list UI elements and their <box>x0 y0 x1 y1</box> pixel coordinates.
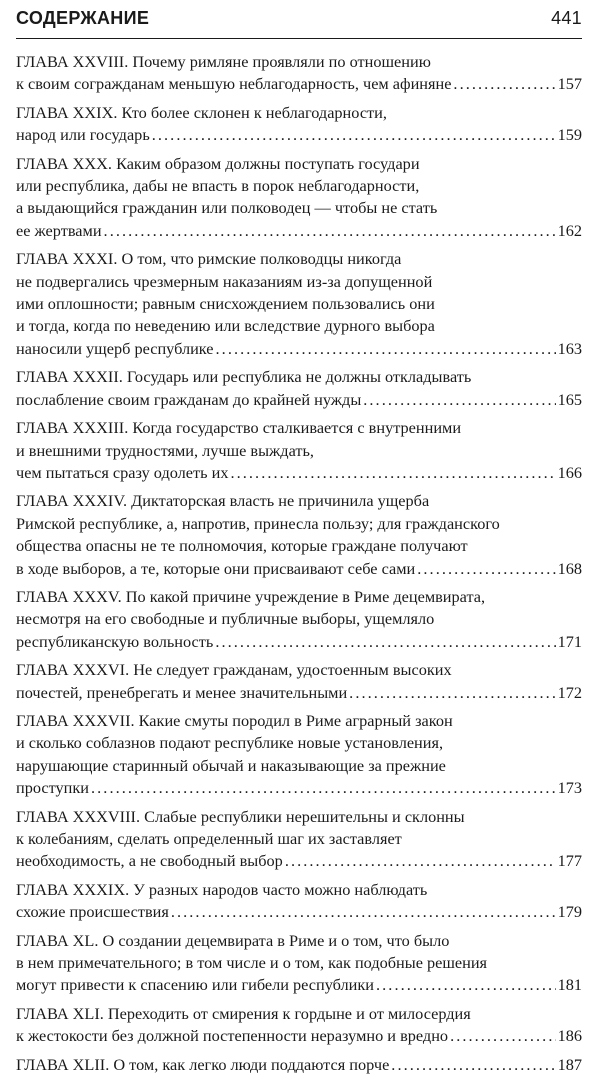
toc-page-number: 172 <box>557 682 582 702</box>
toc-entry-line: ГЛАВА XXXI. О том, что римские полководцы никогда <box>16 249 402 269</box>
toc-entry-line: ГЛАВА XLII. О том, как легко люди поддаются порче <box>16 1054 390 1074</box>
toc-entry-last-line <box>16 974 582 996</box>
toc-entry-last-line <box>16 631 582 653</box>
toc-entry-last-line <box>16 777 582 799</box>
toc-entry-line: ГЛАВА XXIX. Кто более склонен к неблагодарности, <box>16 102 387 122</box>
toc-entry <box>16 659 582 704</box>
toc-entry-line: народ или государь <box>16 125 150 145</box>
toc-entry <box>16 366 582 411</box>
toc-page-number: 165 <box>557 389 582 409</box>
toc-entry-line: почестей, пренебрегать и менее значительными <box>16 682 348 702</box>
toc-entry-line: и внешними трудностями, лучше выждать, <box>16 440 314 460</box>
toc-page-number: 186 <box>557 1026 582 1046</box>
toc-entry-line: ими оплошности; равным снисхождением пользовались они <box>16 294 435 314</box>
dot-leader <box>230 462 555 484</box>
toc-entry-line: несмотря на его свободные и публичные выборы, ущемляло <box>16 609 435 629</box>
toc-entry-line: ГЛАВА XXXII. Государь или республика не должны откладывать <box>16 367 472 387</box>
toc-entry-line: ГЛАВА XXXIV. Диктаторская власть не причинила ущерба <box>16 491 430 511</box>
toc-entry <box>16 102 582 147</box>
dot-leader <box>171 901 556 923</box>
toc-page-number: 187 <box>557 1054 582 1074</box>
toc-page-number: 181 <box>557 975 582 995</box>
toc-entry <box>16 879 582 924</box>
toc-entry-line: ГЛАВА XXXVIII. Слабые республики нерешительны и склонны <box>16 806 465 826</box>
toc-entry-line: ГЛАВА XL. О создании децемвирата в Риме и о том, что было <box>16 930 450 950</box>
toc-page-number: 177 <box>557 851 582 871</box>
toc-entry-line: послабление своим гражданам до крайней нужды <box>16 389 362 409</box>
toc-page-number: 179 <box>557 902 582 922</box>
toc-entry-last-line <box>16 850 582 872</box>
toc-entry-line: и тогда, когда по неведению или вследствие дурного выбора <box>16 316 435 336</box>
dot-leader <box>349 682 555 704</box>
toc-entry <box>16 1054 582 1076</box>
toc-page-number: 166 <box>557 462 582 482</box>
running-header <box>16 8 582 39</box>
toc-entry-line: ГЛАВА XXXIX. У разных народов часто можно наблюдать <box>16 879 428 899</box>
toc-entry-line: ГЛАВА XLI. Переходить от смирения к гордыне и от милосердия <box>16 1003 471 1023</box>
toc-entry-last-line <box>16 1054 582 1076</box>
toc-page-number: 159 <box>557 125 582 145</box>
toc-entry-line: ГЛАВА XXVIII. Почему римляне проявляли по отношению <box>16 52 431 71</box>
dot-leader <box>376 974 556 996</box>
toc-entry <box>16 248 582 360</box>
toc-entry-last-line <box>16 901 582 923</box>
toc-entry-line: необходимость, а не свободный выбор <box>16 851 283 871</box>
toc-entry <box>16 586 582 653</box>
toc-entry-last-line <box>16 389 582 411</box>
toc-entry-line: схожие происшествия <box>16 902 169 922</box>
toc-entry <box>16 930 582 997</box>
toc-entry-line: ГЛАВА XXXIII. Когда государство сталкивается с внутренними <box>16 418 462 438</box>
toc-entry-line: нарушающие старинный обычай и наказывающие за прежние <box>16 755 446 775</box>
toc-entry-last-line <box>16 124 582 146</box>
dot-leader <box>417 558 555 580</box>
toc-entry <box>16 51 582 96</box>
toc-entry-line: ГЛАВА XXXV. По какой причине учреждение в Риме децемвирата, <box>16 586 486 606</box>
toc-entry-last-line <box>16 682 582 704</box>
toc-page-number: 162 <box>557 220 582 240</box>
toc-page-number: 173 <box>557 778 582 798</box>
toc-entry-line: наносили ущерб республике <box>16 338 214 358</box>
dot-leader <box>363 389 555 411</box>
toc-entry-last-line <box>16 462 582 484</box>
toc-entry-line: Римской республике, а, напротив, принесла пользу; для гражданского <box>16 513 500 533</box>
toc-entry <box>16 806 582 873</box>
toc-entry-line: общества опасны не те полномочия, которые граждане получают <box>16 536 468 556</box>
toc-entry-line: ГЛАВА XXX. Каким образом должны поступать государи <box>16 153 420 173</box>
dot-leader <box>391 1054 555 1076</box>
dot-leader <box>104 220 556 242</box>
toc-entry-line: чем пытаться сразу одолеть их <box>16 462 229 482</box>
toc-entry-line: проступки <box>16 778 90 798</box>
dot-leader <box>215 631 555 653</box>
table-of-contents <box>16 51 582 1076</box>
toc-entry-line: ГЛАВА XXXVII. Какие смуты породил в Риме аграрный закон <box>16 710 453 730</box>
toc-entry <box>16 710 582 800</box>
toc-entry-last-line <box>16 1025 582 1047</box>
dot-leader <box>152 124 556 146</box>
dot-leader <box>285 850 556 872</box>
toc-page-number: 168 <box>557 558 582 578</box>
toc-page-number: 163 <box>557 338 582 358</box>
toc-entry-line: к своим согражданам меньшую неблагодарность, чем афиняне <box>16 74 452 94</box>
toc-entry-last-line <box>16 558 582 580</box>
toc-entry-line: а выдающийся гражданин или полководец — чтобы не стать <box>16 198 438 218</box>
toc-entry-line: ее жертвами <box>16 220 102 240</box>
toc-page-number: 171 <box>557 631 582 651</box>
toc-entry <box>16 153 582 243</box>
dot-leader <box>91 777 556 799</box>
toc-entry-last-line <box>16 73 582 95</box>
toc-entry-line: не подвергались чрезмерным наказаниям из-за допущенной <box>16 271 433 291</box>
toc-entry-line: к жестокости без должной постепенности неразумно и вредно <box>16 1026 449 1046</box>
toc-entry <box>16 1003 582 1048</box>
dot-leader <box>450 1025 556 1047</box>
toc-entry <box>16 490 582 580</box>
toc-page-number: 157 <box>557 74 582 94</box>
dot-leader <box>216 338 556 360</box>
toc-entry-line: в нем примечательного; в том числе и о том, как подобные решения <box>16 953 488 973</box>
toc-entry <box>16 417 582 484</box>
toc-entry-line: к колебаниям, сделать определенный шаг их заставляет <box>16 829 402 848</box>
toc-entry-last-line <box>16 220 582 242</box>
toc-entry-line: ГЛАВА XXXVI. Не следует гражданам, удостоенным высоких <box>16 660 452 680</box>
toc-entry-line: в ходе выборов, а те, которые они присваивают себе сами <box>16 558 416 578</box>
toc-entry-line: могут привести к спасению или гибели республики <box>16 975 375 995</box>
toc-entry-last-line <box>16 338 582 360</box>
toc-entry-line: и сколько соблазнов подают республике новые установления, <box>16 733 444 753</box>
dot-leader <box>453 73 555 95</box>
toc-entry-line: или республика, дабы не впасть в порок неблагодарности, <box>16 176 420 196</box>
section-title: СОДЕРЖАНИЕ <box>16 8 150 28</box>
page-number: 441 <box>551 8 582 28</box>
toc-entry-line: республиканскую вольность <box>16 631 214 651</box>
